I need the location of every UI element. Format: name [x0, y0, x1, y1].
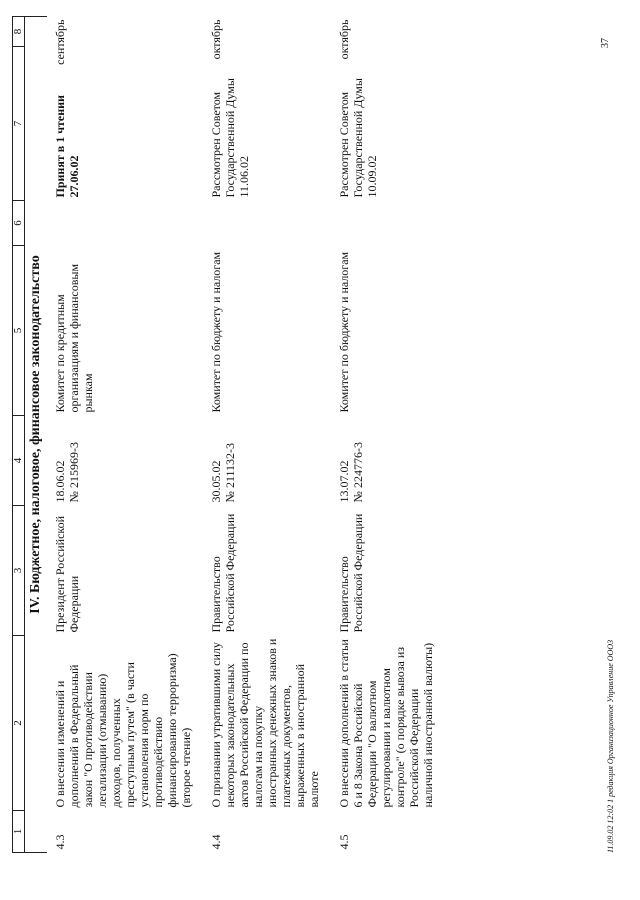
status-text: Рассмотрен Советом Государственной Думы 10.09.02	[337, 78, 379, 198]
footer-note: 11.09.02 12:02 1 редакция Организационное Управление ООО3	[606, 639, 615, 853]
header-row	[13, 17, 25, 853]
col6-cell	[195, 201, 323, 246]
row-number: 4.5	[337, 834, 351, 850]
reg-date: 13.07.02	[337, 460, 351, 503]
reg-number: № 211132-3	[223, 442, 237, 503]
col-header-8: 8	[13, 17, 25, 47]
page-number: 37	[600, 38, 611, 48]
bill-title: О внесении дополнений в статьи 6 и 8 Закона Российской Федерации "О валютном регулировании и валютном контроле" (о порядке вывоза из Российской Федерации наличной иностранной валюты)	[337, 639, 435, 808]
section-title: IV. Бюджетное, налоговое, финансовое законодательство	[25, 17, 48, 853]
reg-number: № 224776-3	[351, 442, 365, 503]
col-header-4: 4	[13, 416, 25, 506]
table-row	[47, 17, 195, 853]
col-header-7: 7	[13, 47, 25, 201]
col-header-6: 6	[13, 201, 25, 246]
month: октябрь	[209, 19, 223, 60]
status-cell	[323, 17, 437, 201]
reg-date: 30.05.02	[209, 460, 223, 503]
status-cell	[47, 17, 195, 201]
month: октябрь	[337, 19, 351, 60]
col-header-2: 2	[13, 636, 25, 811]
col6-cell	[47, 201, 195, 246]
registration	[323, 416, 437, 506]
col-header-3: 3	[13, 506, 25, 636]
reg-number: № 215969-3	[67, 442, 81, 503]
bill-title: О признании утратившими силу некоторых законодательных актов Российской Федерации по налогам на покупку иностранных денежных знаков и платежных документов, выраженных в иностранной валюте	[209, 638, 321, 808]
committee: Комитет по бюджету и налогам	[209, 251, 223, 413]
legislation-table	[12, 16, 437, 853]
col-header-5: 5	[13, 246, 25, 416]
status-cell	[195, 17, 323, 201]
status-text: Принят в 1 чтении 27.06.02	[53, 95, 81, 198]
status-text: Рассмотрен Советом Государственной Думы 11.06.02	[209, 78, 251, 198]
month: сентябрь	[53, 19, 67, 65]
reg-date: 18.06.02	[53, 460, 67, 503]
col-header-1: 1	[13, 811, 25, 853]
initiator: Президент Российской Федерации	[53, 515, 81, 633]
table-row	[195, 17, 323, 853]
bill-title: О внесении изменений и дополнений в Федеральный закон "О противодействии легализации (отмыванию) доходов, полученных преступным путем" (в части установления норм по противодействию финансированию терроризма) (второе чтение)	[53, 653, 193, 808]
row-number: 4.4	[209, 834, 223, 850]
initiator: Правительство Российской Федерации	[209, 513, 237, 633]
committee: Комитет по бюджету и налогам	[337, 251, 351, 413]
table-row	[323, 17, 437, 853]
section-row	[25, 17, 48, 853]
row-number: 4.3	[53, 834, 67, 850]
col6-cell	[323, 201, 437, 246]
initiator: Правительство Российской Федерации	[337, 513, 365, 633]
registration	[47, 416, 195, 506]
registration	[195, 416, 323, 506]
committee: Комитет по кредитным организациям и финансовым рынкам	[53, 263, 95, 413]
